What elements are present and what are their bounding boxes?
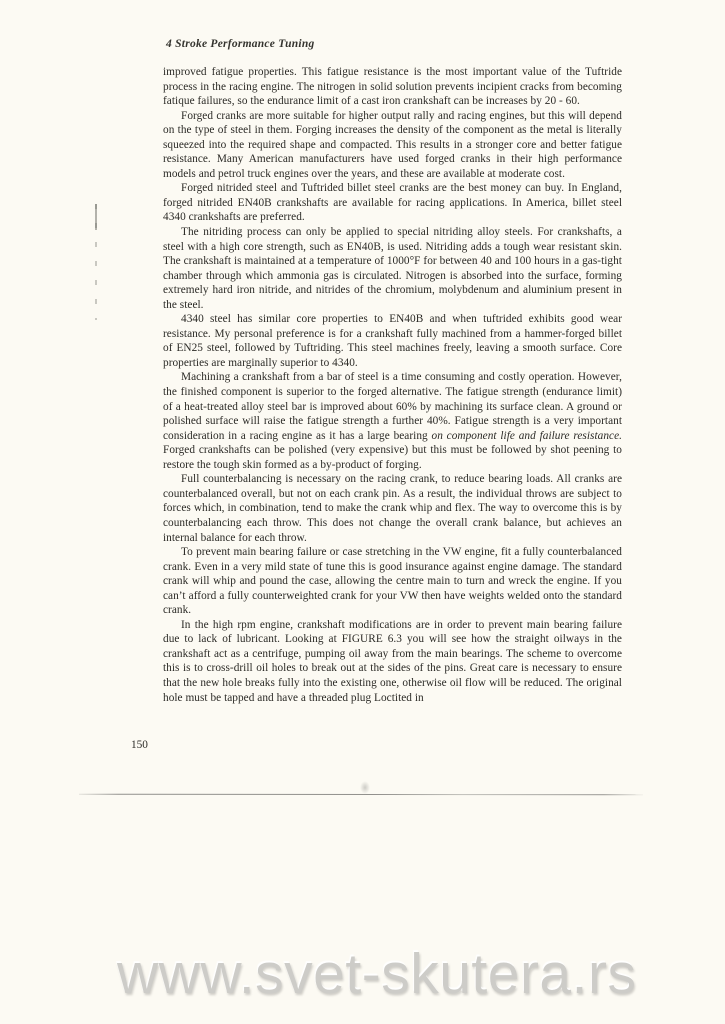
paragraph-segment: Machining a crankshaft from a bar of steel is a time consuming and costly operation. However, the finished component is superior to the forged alternative. The fatigue strength (endurance limit) of a heat-treated alloy steel bar is improved about 60% by machining its surface clean. A ground or polished surface will raise the fatigue strength a further 40%. Fatigue strength is a very important consideration in a racing engine as it has a large bearing — [163, 371, 622, 442]
paragraph: In the high rpm engine, crankshaft modifications are in order to prevent main bearing failure due to lack of lubricant. Looking at FIGURE 6.3 you will see how the straight oilways in the crankshaft act as a centrifuge, pumping oil away from the main bearings. The scheme to overcome this is to cross-drill oil holes to break out at the sides of the pins. Great care is necessary to ensure that the new hole breaks fully into the existing one, otherwise oil flow will be reduced. The original hole must be tapped and have a threaded plug Loctited in — [163, 618, 622, 704]
paragraph: improved fatigue properties. This fatigue resistance is the most important value of the Tuftride process in the racing engine. The nitrogen in solid solution prevents incipient cracks from becoming fatique failures, so the endurance limit of a cast iron crankshaft can be increases by 20 - 60. — [163, 66, 622, 108]
scan-fold-artifact-top — [95, 204, 97, 230]
paragraph: Full counterbalancing is necessary on the racing crank, to reduce bearing loads. All cranks are counterbalanced overall, but not on each crank pin. As a result, the individual throws are subject to forces which, in combination, tend to make the crank whip and flex. The way to overcome this is by counterbalancing each throw. This does not change the overall crank balance, but achieves an internal balance for each throw. — [163, 473, 622, 544]
scan-smudge — [360, 781, 370, 794]
paragraph: The nitriding process can only be applied to special nitriding alloy steels. For crankshafts, a steel with a high core strength, such as EN40B, is used. Nitriding adds a tough wear resistant skin. The crankshaft is maintained at a temperature of 1000°F for between 40 and 100 hours in a gas-tight chamber through which ammonia gas is circulated. Nitrogen is absorbed into the surface, forming extremely hard iron nitride, and nitrides of the chromium, molybdenum and aluminium present in the steel. — [163, 226, 622, 311]
paragraph: To prevent main bearing failure or case stretching in the VW engine, fit a fully counterbalanced crank. Even in a very mild state of tune this is good insurance against engine damage. The standard crank will whip and pound the case, allowing the centre main to turn and wreck the engine. If you can’t afford a fully counterweighted crank for your VW then have weights welded onto the standard crank. — [163, 546, 622, 617]
running-header: 4 Stroke Performance Tuning — [166, 38, 315, 50]
paragraph: Forged nitrided steel and Tuftrided billet steel cranks are the best money can buy. In England, forged nitrided EN40B crankshafts are available for racing applications. In America, billet steel 4340 crankshafts are preferred. — [163, 182, 622, 224]
paragraph-segment: Forged crankshafts can be polished (very expensive) but this must be followed by shot peening to restore the tough skin formed as a by-product of forging. — [163, 444, 622, 471]
page-number: 150 — [131, 739, 148, 751]
paragraph — [163, 370, 622, 472]
paragraph-emphasis: on component life and failure resistance. — [431, 429, 622, 442]
page-body — [163, 65, 622, 705]
paragraph: 4340 steel has similar core properties to EN40B and when tuftrided exhibits good wear resistance. My personal preference is for a crankshaft fully machined from a hammer-forged billet of EN25 steel, followed by Tuftriding. This steel machines freely, leaving a smooth surface. Core properties are marginally superior to 4340. — [163, 313, 622, 369]
paragraph: Forged cranks are more suitable for higher output rally and racing engines, but this will depend on the type of steel in them. Forging increases the density of the component as the metal is literally squeezed into the required shape and compacted. This results in a stronger core and better fatigue resistance. Many American manufacturers have used forged cranks in their high performance models and petrol truck engines over the years, and these are available at moderate cost. — [163, 109, 622, 180]
watermark: www.svet-skutera.rs — [117, 942, 637, 1006]
